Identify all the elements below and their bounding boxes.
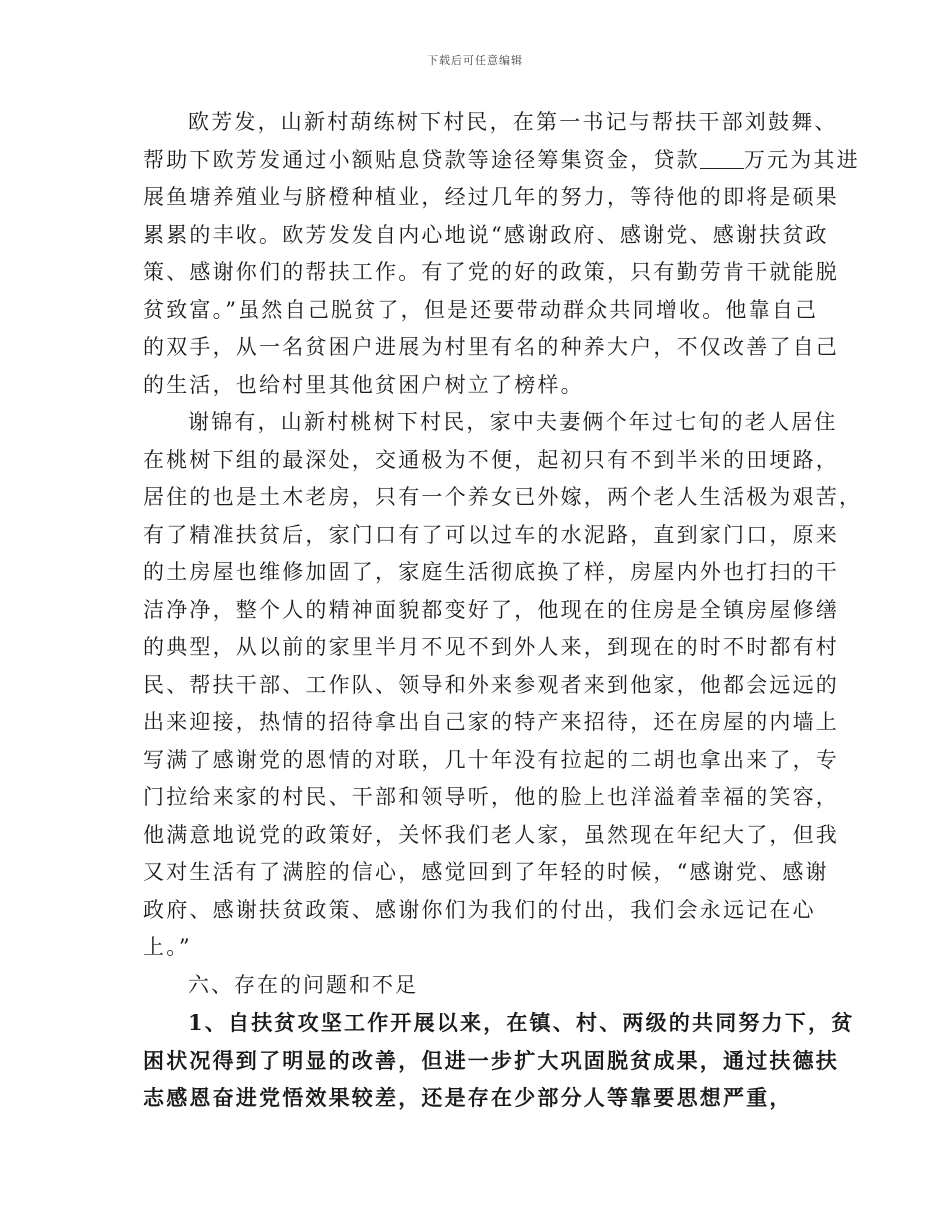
- paragraph-xie-jinyou: [143, 404, 863, 967]
- text-line: 出来迎接，热情的招待拿出自己家的特产来招待，还在房屋的内墙上: [143, 710, 839, 734]
- text-line: 的双手，从一名贫困户进展为村里有名的种养大户，不仅改善了自己: [143, 335, 839, 359]
- text-line: 累累的丰收。欧芳发发自内心地说“感谢政府、感谢党、感谢扶贫政: [143, 222, 829, 247]
- text-line: 他满意地说党的政策好，关怀我们老人家，虽然现在年纪大了，但我: [143, 822, 839, 847]
- text-line: 的典型，从以前的家里半月不见不到外人来，到现在的时不时都有村: [143, 635, 839, 659]
- text-line: 展鱼塘养殖业与脐橙种植业，经过几年的努力，等待他的即将是硕果: [143, 185, 839, 209]
- text-line: 在桃树下组的最深处，交通极为不便，起初只有不到半米的田埂路，: [143, 447, 839, 472]
- text-line: 又对生活有了满腔的信心，感觉回到了年轻的时候，“感谢党、感谢: [143, 860, 829, 884]
- paragraph-problems: [143, 1004, 855, 1117]
- text-line: 的生活，也给村里其他贫困户树立了榜样。: [143, 372, 584, 397]
- text-line: 志感恩奋进党悟效果较差，还是存在少部分人等靠要思想严重，: [143, 1085, 793, 1110]
- text-segment: 帮助下欧芳发通过小额贴息贷款等途径筹集资金，贷款: [143, 147, 700, 172]
- text-line: 有了精准扶贫后，家门口有了可以过车的水泥路，直到家门口，原来: [143, 522, 839, 547]
- page-header: 下载后可任意编辑: [427, 54, 523, 67]
- text-line: 欧芳发，山新村葫练树下村民，在第一书记与帮扶干部刘鼓舞、: [188, 110, 838, 134]
- text-line: 贫致富。”虽然自己脱贫了，但是还要带动群众共同增收。他靠自己: [143, 297, 819, 322]
- paragraph-ouyang-fangfa: [143, 104, 860, 404]
- text-line: 门拉给来家的村民、干部和领导听，他的脸上也洋溢着幸福的笑容，: [143, 785, 839, 809]
- text-line: 写满了感谢党的恩情的对联，几十年没有拉起的二胡也拿出来了，专: [143, 747, 839, 772]
- section-heading: 六、存在的问题和不足: [188, 972, 418, 997]
- text-line: 谢锦有，山新村桃树下村民，家中夫妻俩个年过七旬的老人居住: [188, 410, 838, 434]
- text-segment: 万元为其进: [743, 147, 860, 172]
- document-body: [143, 104, 863, 1117]
- text-line: 困状况得到了明显的改善，但进一步扩大巩固脱贫成果，通过扶德扶: [143, 1047, 839, 1073]
- text-line: [143, 142, 860, 180]
- text-line: 的土房屋也维修加固了，家庭生活彻底换了样，房屋内外也打扫的干: [143, 560, 839, 584]
- text-line: 居住的也是土木老房，只有一个养女已外嫁，两个老人生活极为艰苦，: [143, 485, 863, 509]
- text-line: 洁净净，整个人的精神面貌都变好了，他现在的住房是全镇房屋修缮: [143, 597, 839, 622]
- text-line: 策、感谢你们的帮扶工作。有了党的好的政策，只有勤劳肯干就能脱: [143, 260, 839, 284]
- text-line: 1、自扶贫攻坚工作开展以来，在镇、村、两级的共同努力下，贫: [188, 1010, 855, 1035]
- text-line: 上。”: [143, 935, 192, 959]
- text-line: 民、帮扶干部、工作队、领导和外来参观者来到他家，他都会远远的: [143, 672, 839, 697]
- text-line: 政府、感谢扶贫政策、感谢你们为我们的付出，我们会永远记在心: [143, 897, 816, 922]
- fill-in-blank: [700, 147, 744, 169]
